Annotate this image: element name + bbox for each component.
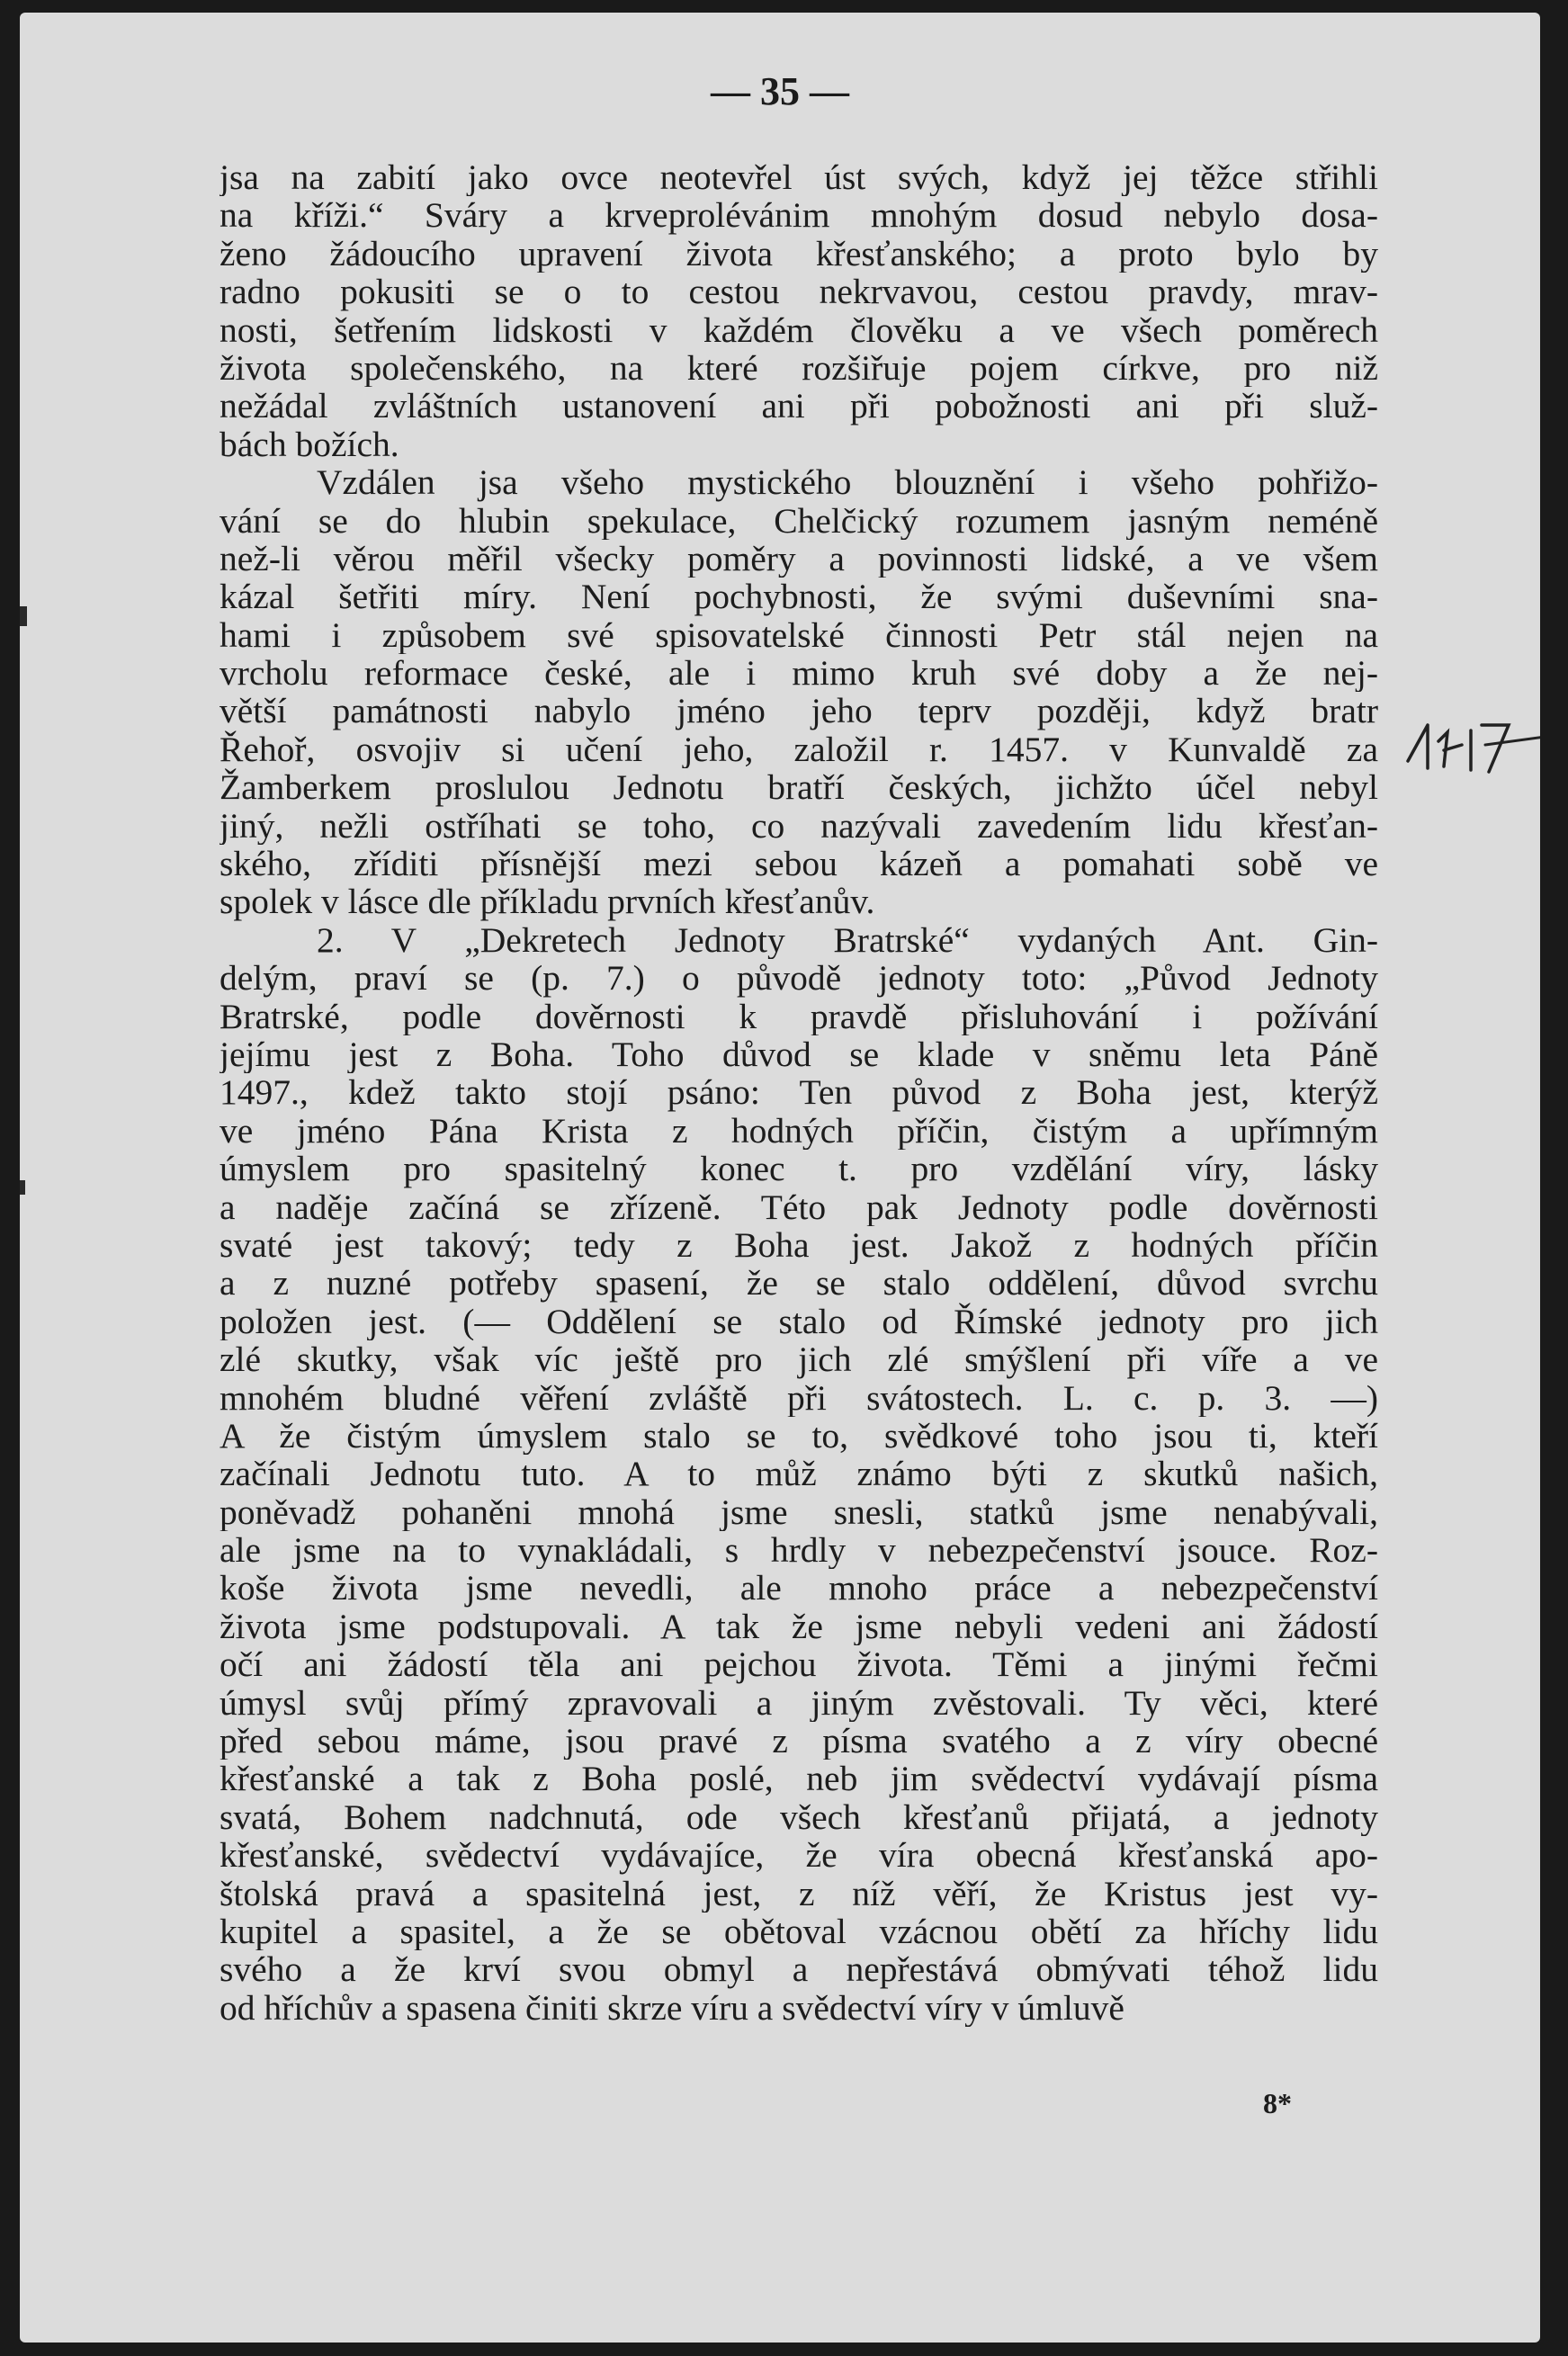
text-line: života společenského, na které rozšiřuje pojem církve, pro niž [220,348,1378,388]
text-line: jsa na zabití jako ovce neotevřel úst svých, když jej těžce střihli [220,158,1378,197]
text-line: jejímu jest z Boha. Toho důvod se klade v sněmu leta Páně [220,1035,1378,1074]
text-line: kupitel a spasitel, a že se obětoval vzácnou obětí za hříchy lidu [220,1912,1378,1951]
text-line: ženo žádoucího upravení života křesťanského; a proto bylo by [220,234,1378,273]
text-line: větší památnosti nabylo jméno jeho teprv později, když bratr [220,692,1378,730]
text-line: ale jsme na to vynakládali, s hrdly v nebezpečenství jsouce. Roz- [220,1531,1378,1570]
text-line: před sebou máme, jsou pravé z písma svatého a z víry obecné [220,1722,1378,1760]
text-line: Žamberkem proslulou Jednotu bratří českých, jichžto účel nebyl [220,768,1378,807]
text-line: na kříži.“ Sváry a krveprolévánim mnohým dosud nebylo dosa- [220,196,1378,235]
text-line: štolská pravá a spasitelná jest, z níž věří, že Kristus jest vy- [220,1874,1378,1913]
signature-mark: 8* [1263,2087,1292,2119]
text-line: bách božích. [220,425,399,464]
text-line: spolek v lásce dle příkladu prvních křesťanův. [220,882,875,921]
text-line: delým, praví se (p. 7.) o původě jednoty toto: „Původ Jednoty [220,959,1378,998]
text-line: Řehoř, osvojiv si učení jeho, založil r. 1457. v Kunvaldě za [220,730,1378,769]
text-line: hami i způsobem své spisovatelské činnosti Petr stál nejen na [220,615,1378,655]
page-number: — 35 — [711,69,849,113]
text-line: a naděje začíná se zřízeně. Této pak Jednoty podle dověrnosti [220,1187,1378,1226]
text-line: koše života jsme nevedli, ale mnoho práce a nebezpečenství [220,1569,1378,1608]
text-line: 1497., kdež takto stojí psáno: Ten původ z Boha jest, kterýž [220,1073,1378,1112]
body-text [220,158,1378,2027]
text-line: zlé skutky, však víc ještě pro jich zlé smýšlení při víře a ve [220,1340,1378,1379]
text-line: očí ani žádostí těla ani pejchou života. Těmi a jinými řečmi [220,1645,1378,1684]
text-line: ve jméno Pána Krista z hodných příčin, čistým a upřímným [220,1111,1378,1151]
text-line: vrcholu reformace české, ale i mimo kruh své doby a že nej- [220,654,1378,693]
text-line: a z nuzné potřeby spasení, že se stalo oddělení, důvod svrchu [220,1264,1378,1303]
text-line: vání se do hlubin spekulace, Chelčický rozumem jasným neméně [220,501,1378,540]
text-line: začínali Jednotu tuto. A to můž známo býti z skutků našich, [220,1455,1378,1493]
text-line: mnohém bludné věření zvláště při svátostech. L. c. p. 3. —) [220,1378,1378,1417]
text-line: jiný, nežli ostříhati se toho, co nazývali zavedením lidu křesťan- [220,806,1378,846]
text-line: než-li věrou měřil všecky poměry a povinnosti lidské, a ve všem [220,539,1378,578]
text-line: Vzdálen jsa všeho mystického blouznění i všeho pohřižo- [317,463,1378,502]
text-line: A že čistým úmyslem stalo se to, svědkové toho jsou ti, kteří [220,1416,1378,1456]
text-line: úmysl svůj přímý zpravovali a jiným zvěstovali. Ty věci, které [220,1683,1378,1723]
scanned-page [20,13,1540,2343]
text-line: svého a že krví svou obmyl a nepřestává obmývati téhož lidu [220,1950,1378,1989]
text-line: křesťanské, svědectví vydávajíce, že víra obecná křesťanská apo- [220,1836,1378,1875]
handwritten-margin-note [1392,705,1540,786]
text-line: ského, zříditi přísnější mezi sebou kázeň a pomahati sobě ve [220,845,1378,883]
text-line: svatá, Bohem nadchnutá, ode všech křesťanů přijatá, a jednoty [220,1797,1378,1837]
text-line: křesťanské a tak z Boha poslé, neb jim svědectví vydávají písma [220,1760,1378,1798]
text-line: života jsme podstupovali. A tak že jsme nebyli vedeni ani žádostí [220,1607,1378,1646]
text-line: poněvadž pohaněni mnohá jsme snesli, statků jsme nenabývali, [220,1492,1378,1532]
text-line: radno pokusiti se o to cestou nekrvavou, cestou pravdy, mrav- [220,273,1378,311]
edge-mark [20,1180,25,1195]
text-line: nežádal zvláštních ustanovení ani při pobožnosti ani při služ- [220,387,1378,426]
text-line: nosti, šetřením lidskosti v každém člověku a ve všech poměrech [220,310,1378,349]
text-line: úmyslem pro spasitelný konec t. pro vzdělání víry, lásky [220,1150,1378,1188]
text-line: od hříchův a spasena činiti skrze víru a svědectví víry v úmluvě [220,1988,1124,2028]
text-line: Bratrské, podle dověrnosti k pravdě přisluhování i požívání [220,997,1378,1035]
text-line: 2. V „Dekretech Jednoty Bratrské“ vydaných Ant. Gin- [317,920,1378,960]
text-line: kázal šetřiti míry. Není pochybnosti, že svými duševními sna- [220,578,1378,616]
edge-mark [20,606,27,626]
text-line: svaté jest takový; tedy z Boha jest. Jakož z hodných příčin [220,1225,1378,1265]
text-line: položen jest. (— Oddělení se stalo od Římské jednoty pro jich [220,1302,1378,1341]
